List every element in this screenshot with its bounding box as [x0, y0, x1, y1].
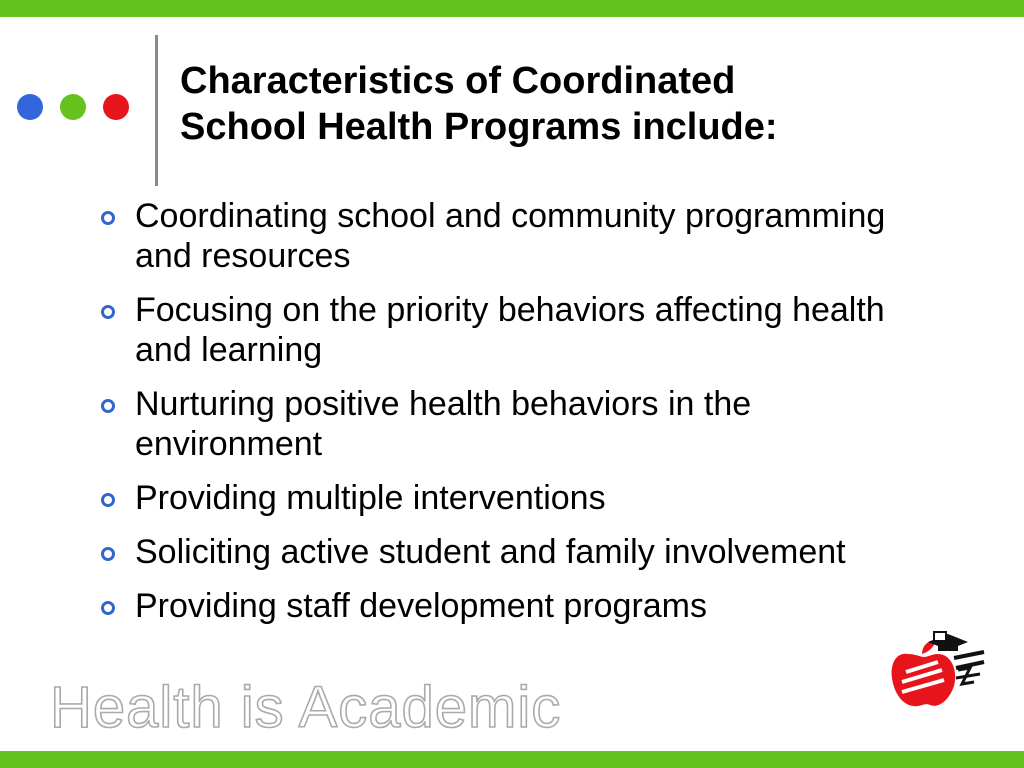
- green-dot-decoration: [60, 94, 86, 120]
- bullet-text: Nurturing positive health behaviors in the environment: [135, 385, 752, 463]
- bullet-text: Focusing on the priority behaviors affecting health and learning: [135, 291, 885, 369]
- bullet-text: Providing staff development programs: [135, 587, 708, 625]
- bullet-item: [98, 290, 918, 370]
- bullet-text: Soliciting active student and family involvement: [135, 533, 846, 571]
- bullet-ring-icon: [101, 601, 115, 615]
- apple-with-graduation-cap-icon: [888, 628, 988, 710]
- bullet-text: Coordinating school and community programming and resources: [135, 197, 886, 275]
- blue-dot-decoration: [17, 94, 43, 120]
- title-line-2: School Health Programs include:: [180, 106, 778, 148]
- bullet-item: [98, 532, 918, 572]
- bullet-item: [98, 384, 918, 464]
- bullet-ring-icon: [101, 305, 115, 319]
- title-line-1: Characteristics of Coordinated: [180, 60, 736, 102]
- bottom-accent-bar: [0, 751, 1024, 768]
- bullet-item: [98, 586, 918, 626]
- bullet-item: [98, 196, 918, 276]
- slide-title: [180, 58, 1000, 150]
- bullet-ring-icon: [101, 493, 115, 507]
- bullet-ring-icon: [101, 547, 115, 561]
- top-accent-bar: [0, 0, 1024, 17]
- red-dot-decoration: [103, 94, 129, 120]
- title-divider: [155, 35, 158, 186]
- bullet-text: Providing multiple interventions: [135, 479, 606, 517]
- bullet-item: [98, 478, 918, 518]
- bullet-ring-icon: [101, 399, 115, 413]
- bullet-ring-icon: [101, 211, 115, 225]
- health-is-academic-wordmark: Health is Academic: [50, 675, 562, 740]
- bullet-list: [98, 196, 918, 640]
